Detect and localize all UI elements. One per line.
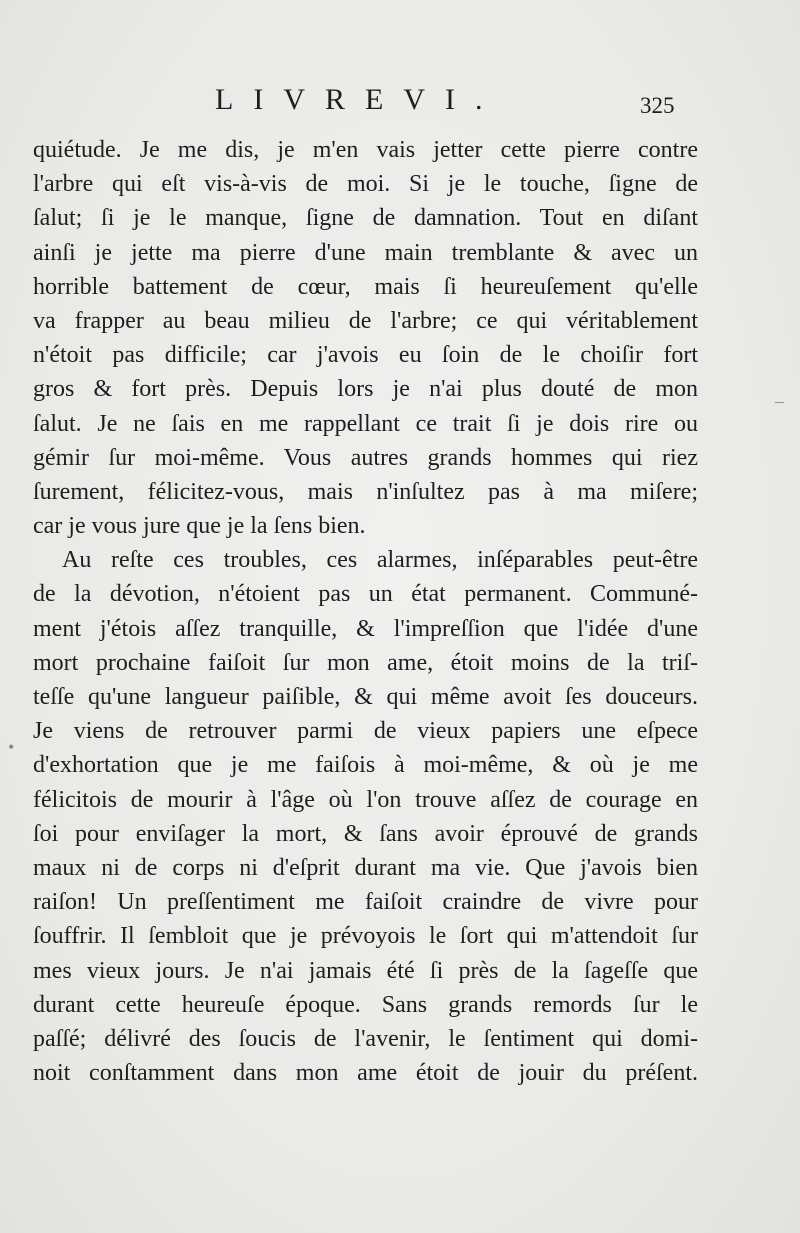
text-line: gros & fort près. Depuis lors je n'ai plus douté de mon [33, 376, 698, 403]
text-line: ſalut. Je ne ſais en me rappellant ce trait ſi je dois rire ou [33, 410, 698, 437]
text-line: ſoi pour enviſager la mort, & ſans avoir éprouvé de grands [33, 820, 698, 847]
text-line: ſurement, félicitez-vous, mais n'inſultez pas à ma miſere; [33, 478, 698, 505]
text-line: Je viens de retrouver parmi de vieux papiers une eſpece [33, 718, 698, 745]
page-number: 325 [640, 93, 675, 118]
margin-dash-mark: – [775, 391, 784, 411]
text-line: mes vieux jours. Je n'ai jamais été ſi près de la ſageſſe que [33, 957, 698, 984]
text-line: ſalut; ſi je le manque, ſigne de damnation. Tout en diſant [33, 205, 698, 232]
margin-dot-mark: • [8, 737, 15, 757]
text-line: horrible battement de cœur, mais ſi heureuſement qu'elle [33, 273, 698, 300]
text-line: maux ni de corps ni d'eſprit durant ma vie. Que j'avois bien [33, 854, 698, 881]
text-line: mort prochaine faiſoit ſur mon ame, étoit moins de la triſ- [33, 649, 698, 676]
text-line: ainſi je jette ma pierre d'une main tremblante & avec un [33, 239, 698, 266]
text-line: gémir ſur moi-même. Vous autres grands hommes qui riez [33, 444, 698, 471]
text-line: raiſon! Un preſſentiment me faiſoit craindre de vivre pour [33, 889, 698, 916]
text-line: ment j'étois aſſez tranquille, & l'impreſſion que l'idée d'une [33, 615, 698, 642]
text-line: n'étoit pas difficile; car j'avois eu ſoin de le choiſir fort [33, 342, 698, 369]
text-line: d'exhortation que je me faiſois à moi-même, & où je me [33, 752, 698, 779]
text-line: paſſé; délivré des ſoucis de l'avenir, le ſentiment qui domi- [33, 1025, 698, 1052]
body-text [33, 133, 698, 1090]
text-line: ſouffrir. Il ſembloit que je prévoyois le ſort qui m'attendoit ſur [33, 923, 698, 950]
text-line: noit conſtamment dans mon ame étoit de jouir du préſent. [33, 1060, 698, 1087]
text-line: va frapper au beau milieu de l'arbre; ce qui véritablement [33, 307, 698, 334]
text-line: teſſe qu'une langueur paiſible, & qui même avoit ſes douceurs. [33, 684, 698, 710]
text-line: quiétude. Je me dis, je m'en vais jetter cette pierre contre [33, 137, 698, 163]
page-header [0, 80, 800, 120]
text-line: félicitois de mourir à l'âge où l'on trouve aſſez de courage en [33, 786, 698, 813]
text-line: car je vous jure que je la ſens bien. [33, 513, 366, 540]
text-line: Au reſte ces troubles, ces alarmes, inſéparables peut-être [62, 547, 698, 574]
text-line: durant cette heureuſe époque. Sans grands remords ſur le [33, 991, 698, 1018]
text-line: l'arbre qui eſt vis-à-vis de moi. Si je le touche, ſigne de [33, 171, 698, 198]
text-line: de la dévotion, n'étoient pas un état permanent. Communé- [33, 581, 698, 608]
running-head: LIVREVI. [215, 83, 503, 116]
